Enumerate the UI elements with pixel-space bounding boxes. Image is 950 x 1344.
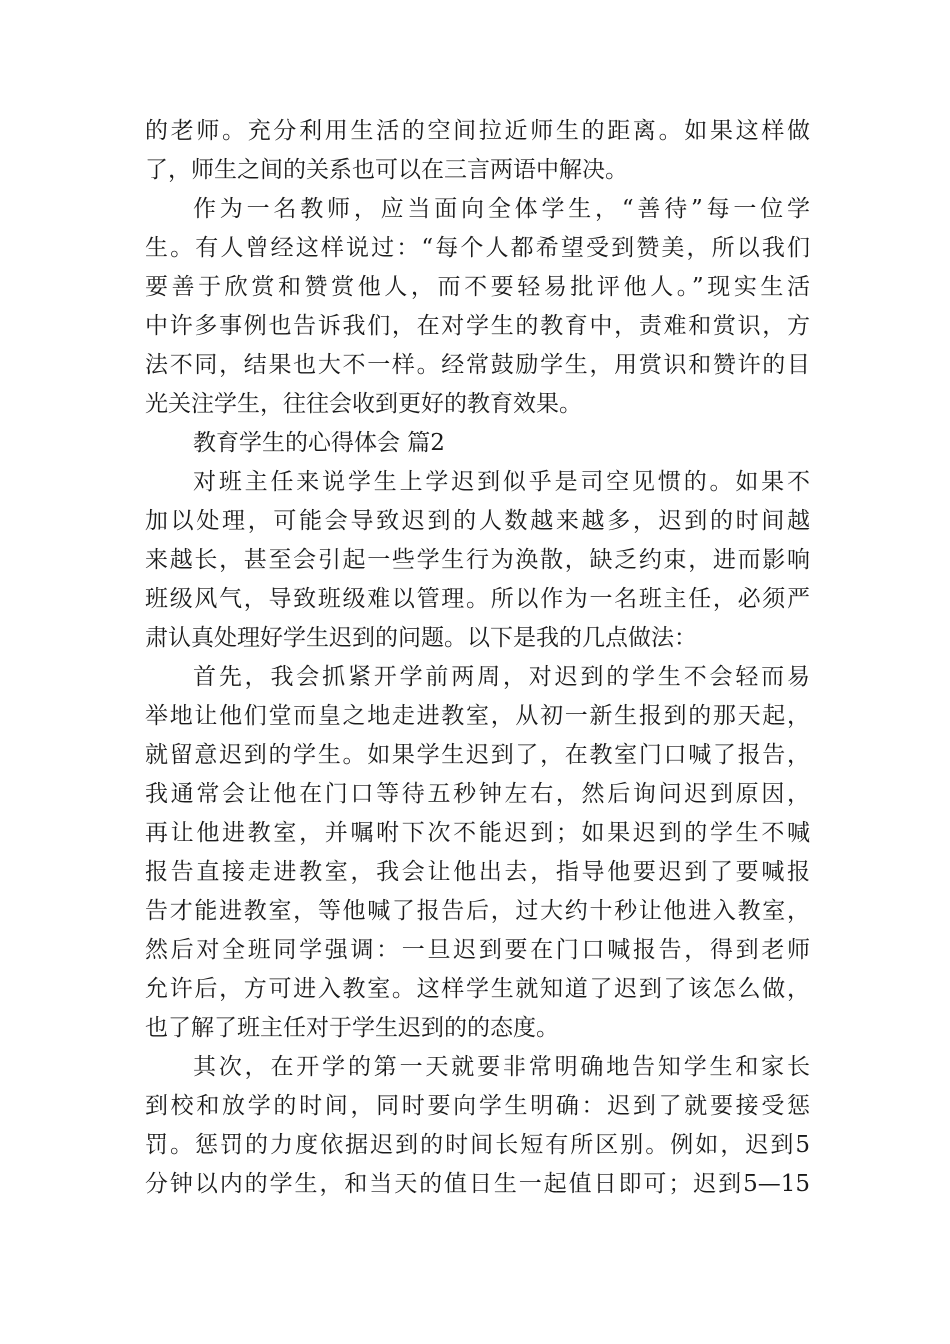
paragraph-line: 然后对全班同学强调：一旦迟到要在门口喊报告，得到老师 [145,937,810,963]
paragraph-line: 加以处理，可能会导致迟到的人数越来越多，迟到的时间越 [145,508,810,534]
paragraph-line: 对班主任来说学生上学迟到似乎是司空见惯的。如果不 [193,469,810,495]
paragraph-line: 要善于欣赏和赞赏他人，而不要轻易批评他人。”现实生活 [145,274,810,300]
paragraph-line: 允许后，方可进入教室。这样学生就知道了迟到了该怎么做， [145,976,810,1002]
paragraph-line: 了，师生之间的关系也可以在三言两语中解决。 [145,157,628,183]
paragraph-line: 生。有人曾经这样说过：“每个人都希望受到赞美，所以我们 [145,235,810,261]
document-body [145,112,810,1204]
paragraph-line: 罚。惩罚的力度依据迟到的时间长短有所区别。例如，迟到5 [145,1132,810,1158]
paragraph-line: 中许多事例也告诉我们，在对学生的教育中，责难和赏识，方 [145,313,810,339]
paragraph-line: 法不同，结果也大不一样。经常鼓励学生，用赏识和赞许的目 [145,352,810,378]
paragraph-line: 班级风气，导致班级难以管理。所以作为一名班主任，必须严 [145,586,810,612]
paragraph-line: 光关注学生，往往会收到更好的教育效果。 [145,391,582,417]
paragraph-line: 我通常会让他在门口等待五秒钟左右，然后询问迟到原因， [145,781,810,807]
section-heading: 教育学生的心得体会 篇2 [193,430,445,456]
paragraph-line: 再让他进教室，并嘱咐下次不能迟到；如果迟到的学生不喊 [145,820,810,846]
paragraph-line: 到校和放学的时间，同时要向学生明确：迟到了就要接受惩 [145,1093,810,1119]
paragraph-line: 作为一名教师，应当面向全体学生，“善待”每一位学 [193,196,810,222]
paragraph-line: 其次，在开学的第一天就要非常明确地告知学生和家长 [193,1054,810,1080]
paragraph-line: 报告直接走进教室，我会让他出去，指导他要迟到了要喊报 [145,859,810,885]
paragraph-line: 的老师。充分利用生活的空间拉近师生的距离。如果这样做 [145,118,810,144]
paragraph-line: 告才能进教室，等他喊了报告后，过大约十秒让他进入教室， [145,898,810,924]
paragraph-line: 分钟以内的学生，和当天的值日生一起值日即可；迟到5—15 [145,1171,810,1197]
paragraph-line: 来越长，甚至会引起一些学生行为涣散，缺乏约束，进而影响 [145,547,810,573]
paragraph-line: 也了解了班主任对于学生迟到的的态度。 [145,1015,559,1041]
paragraph-line: 就留意迟到的学生。如果学生迟到了，在教室门口喊了报告， [145,742,810,768]
paragraph-line: 举地让他们堂而皇之地走进教室，从初一新生报到的那天起， [145,703,810,729]
paragraph-line: 肃认真处理好学生迟到的问题。以下是我的几点做法： [145,625,697,651]
paragraph-line: 首先，我会抓紧开学前两周，对迟到的学生不会轻而易 [193,664,810,690]
